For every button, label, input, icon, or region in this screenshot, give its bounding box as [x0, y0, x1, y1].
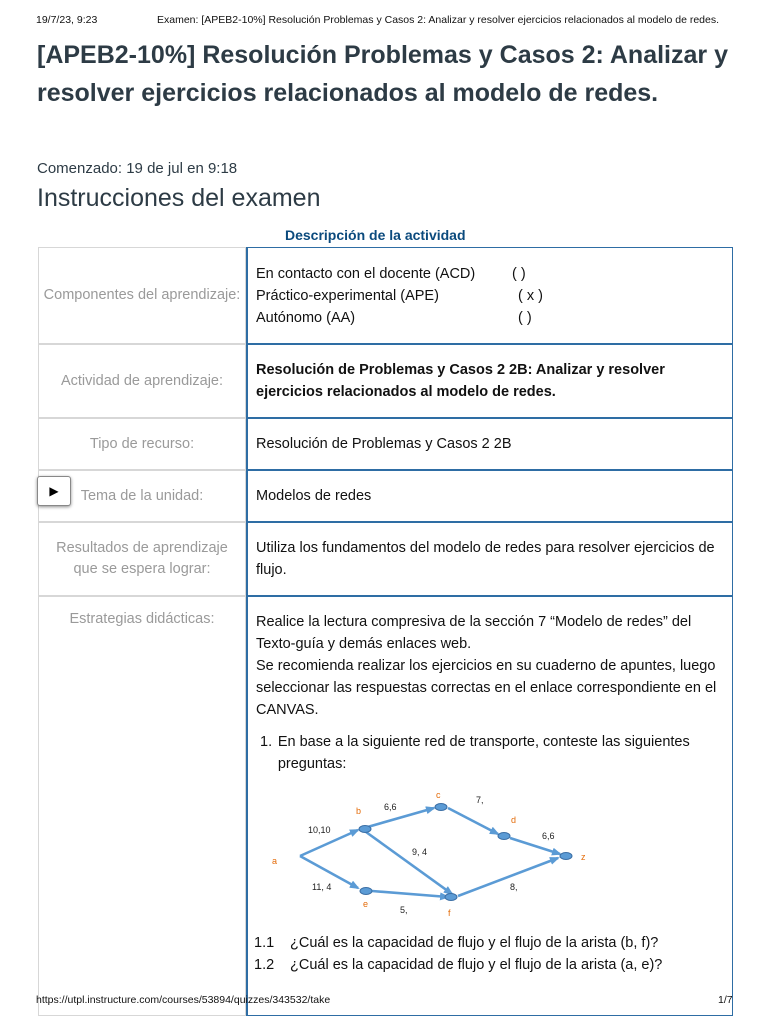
label-tema: Tema de la unidad:: [38, 470, 246, 522]
question-text: ¿Cuál es la capacidad de flujo y el flujo de la arista (b, f)?: [290, 935, 659, 951]
node-d-ellipse: [498, 833, 510, 840]
edge-label-d-z: 6,6: [542, 831, 555, 841]
edge-label-a-b: 10,10: [308, 825, 331, 835]
footer-url: https://utpl.instructure.com/courses/53894/quizzes/343532/take: [36, 994, 331, 1006]
node-f-ellipse: [445, 894, 457, 901]
edge-b-f: [366, 832, 452, 894]
mark-aa: ( ): [518, 310, 532, 326]
label-actividad: Actividad de aprendizaje:: [38, 344, 246, 418]
instructions-heading: Instrucciones del examen: [37, 184, 321, 212]
strategy-paragraph-1: Realice la lectura compresiva de la sección 7 “Modelo de redes” del Texto-guía y demás enlaces web.: [256, 614, 692, 652]
node-z: z: [581, 852, 586, 862]
node-d: d: [511, 815, 517, 825]
value-actividad: Resolución de Problemas y Casos 2 2B: Analizar y resolver ejercicios relacionados al modelo de redes.: [246, 344, 733, 418]
list-number: 1.: [260, 734, 273, 750]
footer-page: 1/7: [718, 994, 733, 1006]
mark-ape: ( x ): [518, 288, 543, 304]
node-a: a: [272, 856, 278, 866]
label-componentes: Componentes del aprendizaje:: [38, 247, 246, 344]
question-1-1: [254, 935, 658, 951]
started-time: Comenzado: 19 de jul en 9:18: [37, 160, 238, 177]
edge-label-a-e: 11, 4: [312, 882, 332, 892]
node-z-ellipse: [560, 853, 572, 860]
network-diagram: [260, 786, 600, 922]
node-c: c: [436, 790, 441, 800]
node-f: f: [448, 908, 451, 918]
play-button[interactable]: [37, 476, 71, 506]
value-tipo-recurso: Resolución de Problemas y Casos 2 2B: [246, 418, 733, 470]
label-tipo-recurso: Tipo de recurso:: [38, 418, 246, 470]
edge-f-z: [458, 858, 558, 896]
play-icon: ▶: [49, 484, 59, 498]
node-c-ellipse: [435, 804, 447, 811]
edge-label-b-f: 9, 4: [412, 847, 428, 857]
table-caption: Descripción de la actividad: [285, 227, 466, 243]
value-resultados: Utiliza los fundamentos del modelo de redes para resolver ejercicios de flujo.: [246, 522, 733, 596]
component-aa: Autónomo (AA): [256, 310, 356, 326]
component-ape: Práctico-experimental (APE): [256, 288, 439, 304]
value-tema: Modelos de redes: [246, 470, 733, 522]
edge-c-d: [448, 808, 498, 834]
label-resultados: Resultados de aprendizaje que se espera lograr:: [38, 522, 246, 596]
edge-label-e-f: 5,: [400, 905, 408, 915]
edge-b-c: [364, 808, 434, 828]
edge-label-f-z: 8,: [510, 882, 518, 892]
mark-acd: ( ): [512, 266, 526, 282]
strategy-paragraph-2: Se recomienda realizar los ejercicios en su cuaderno de apuntes, luego seleccionar las respuestas correctas en el enlace correspondiente en el CANVAS.: [256, 658, 717, 718]
list-item-text: En base a la siguiente red de transporte, conteste las siguientes preguntas:: [277, 734, 690, 772]
question-number: 1.2: [254, 957, 275, 973]
print-title: Examen: [APEB2-10%] Resolución Problemas y Casos 2: Analizar y resolver ejercicios relacionados al modelo de redes.: [157, 14, 720, 26]
edge-label-b-c: 6,6: [384, 802, 397, 812]
node-e-ellipse: [360, 888, 372, 895]
print-date: 19/7/23, 9:23: [36, 14, 98, 26]
label-estrategias: Estrategias didácticas:: [38, 596, 246, 1016]
value-componentes: [246, 247, 733, 344]
question-1-2: [254, 957, 662, 973]
node-e: e: [363, 899, 369, 909]
node-b: b: [356, 806, 362, 816]
node-b-ellipse: [359, 826, 371, 833]
question-text: ¿Cuál es la capacidad de flujo y el flujo de la arista (a, e)?: [290, 957, 663, 973]
component-acd: En contacto con el docente (ACD): [256, 266, 476, 282]
page-title: [APEB2-10%] Resolución Problemas y Casos 2: Analizar y resolver ejercicios relacionados al modelo de redes.: [37, 41, 728, 107]
question-number: 1.1: [254, 935, 275, 951]
edge-label-c-d: 7,: [476, 795, 484, 805]
edge-e-f: [372, 891, 448, 897]
list-item: [256, 731, 724, 775]
